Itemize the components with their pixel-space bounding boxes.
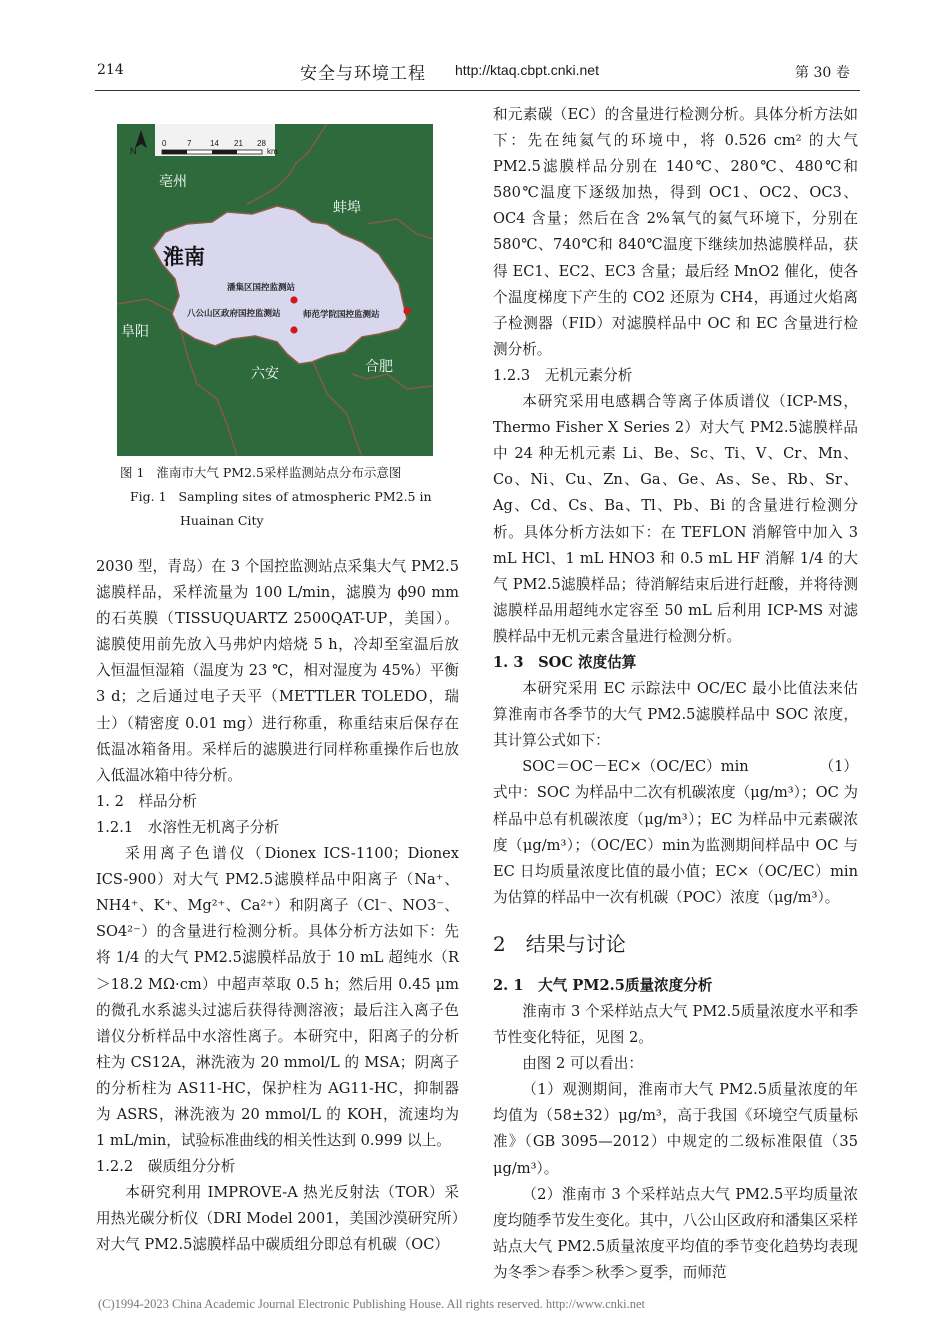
scale-tick: 0 [162, 139, 167, 148]
paragraph: 本研究利用 IMPROVE-A 热光反射法（TOR）采用热光碳分析仪（DRI Model 2001，美国沙漠研究所）对大气 PM2.5滤膜样品中碳质组分即总有机碳（OC） [96, 1184, 459, 1254]
label-luan: 六安 [251, 366, 279, 382]
paragraph: 由图 2 可以看出： [522, 1055, 643, 1073]
label-bozhou: 亳州 [159, 174, 187, 190]
paragraph: 2030 型，青岛）在 3 个国控监测站点采集大气 PM2.5滤膜样品，采样流量为 100 L/min，滤膜为 ϕ90 mm 的石英膜（TISSUQUARTZ 2500QAT-UP，美国）。滤膜使用前先放入马弗炉内焙烧 5 h，冷却至室温后放入恒温恒湿箱（温度为 23 ℃，相对湿度为 45%）平衡 3 d；之后通过电子天平（METTLER TOLEDO，瑞士）（精密度 0.01 mg）进行称重，称重结束后保存在低温冰箱备用。采样后的滤膜进行同样称重操作后也放入低温冰箱中待分析。 [96, 558, 459, 784]
volume-label: 第 30 卷 [795, 65, 850, 81]
scale-tick: 21 [234, 139, 243, 148]
label-hefei: 合肥 [365, 359, 393, 375]
paragraph: 淮南市 3 个采样站点大气 PM2.5质量浓度水平和季节性变化特征，见图 2。 [493, 1003, 858, 1047]
figure-caption-cn [120, 462, 401, 484]
scale-tick: 28 [257, 139, 266, 148]
map-svg [117, 124, 433, 456]
section-heading: 1.2.2 碳质组分分析 [96, 1158, 236, 1176]
chapter-heading: 2 结果与讨论 [493, 931, 626, 956]
equation-number: （1） [819, 758, 858, 776]
left-column [96, 554, 459, 1259]
scale-unit: km [267, 147, 278, 156]
scale-tick: 14 [210, 139, 219, 148]
copyright-footer: (C)1994-2023 China Academic Journal Electronic Publishing House. All rights reserved. http://www.cnki.net [98, 1297, 646, 1311]
caption-text: 淮南市大气 PM2.5采样监测站点分布示意图 [156, 465, 402, 480]
paragraph: 和元素碳（EC）的含量进行检测分析。具体分析方法如下：先在纯氦气的环境中，将 0.526 cm² 的大气 PM2.5滤膜样品分别在 140℃、280℃、480℃和 580℃温度下逐级加热，得到 OC1、OC2、OC3、OC4 含量；然后在含 2%氧气的氦气环境下，分别在 580℃、740℃和 840℃温度下继续加热滤膜样品，获得 EC1、EC2、EC3 含量；最后经 MnO2 催化，使各个温度梯度下产生的 CO2 还原为 CH4，再通过火焰离子检测器（FID）对滤膜样品中 OC 和 EC 含量进行检测分析。 [493, 106, 858, 358]
label-fuyang: 阜阳 [121, 324, 149, 340]
equation-row [493, 754, 858, 780]
paragraph: 式中：SOC 为样品中二次有机碳浓度（μg/m³）；OC 为样品中总有机碳浓度（μg/m³）；EC 为样品中元素碳浓度（μg/m³）；（OC/EC）min为监测期间样品中 OC 与 EC 日均质量浓度比值的最小值；EC×（OC/EC）min为估算的样品中一次有机碳（POC）浓度（μg/m³）。 [493, 784, 858, 906]
section-heading: 1. 3 SOC 浓度估算 [493, 653, 637, 671]
figure-caption-en [130, 486, 450, 508]
station-marker [290, 326, 297, 333]
paragraph: 采用离子色谱仪（Dionex ICS-1100；Dionex ICS-900）对大气 PM2.5滤膜样品中阳离子（Na⁺、NH4⁺、K⁺、Mg²⁺、Ca²⁺）和阴离子（Cl⁻、NO3⁻、SO4²⁻）的含量进行检测分析。具体分析方法如下：先将 1/4 的大气 PM2.5滤膜样品放于 10 mL 超纯水（R＞18.2 MΩ·cm）中超声萃取 0.5 h；然后用 0.45 μm 的微孔水系滤头过滤后获得待测溶液；最后注入离子色谱仪分析样品中水溶性离子。本研究中，阳离子的分析柱为 CS12A，淋洗液为 20 mmol/L 的 MSA；阴离子的分析柱为 AS11-HC，保护柱为 AG11-HC，抑制器为 ASRS，淋洗液为 20 mmol/L 的 KOH，流速均为 1 mL/min，试验标准曲线的相关性达到 0.999 以上。 [96, 845, 459, 1150]
station-marker [403, 307, 410, 314]
station-label-panji: 潘集区国控监测站 [227, 283, 296, 293]
page-number: 214 [97, 62, 124, 78]
label-bengbu: 蚌埠 [333, 200, 361, 216]
caption-number: 图 1 [120, 465, 145, 480]
scale-tick: 7 [187, 139, 192, 148]
section-heading: 2. 1 大气 PM2.5质量浓度分析 [493, 976, 713, 994]
journal-title: 安全与环境工程 [300, 64, 426, 84]
paragraph: （1）观测期间，淮南市大气 PM2.5质量浓度的年均值为（58±32）μg/m³，高于我国《环境空气质量标准》（GB 3095—2012）中规定的二级标准限值（35 μg/m³）。 [493, 1081, 858, 1177]
header-rule [95, 90, 860, 91]
caption-text-en: Sampling sites of atmospheric PM2.5 in [178, 489, 432, 504]
right-column [493, 102, 858, 1286]
north-label: N [130, 146, 137, 156]
section-heading: 1. 2 样品分析 [96, 792, 197, 810]
station-marker [290, 296, 297, 303]
sampling-site-map [117, 124, 433, 456]
paragraph: 本研究采用 EC 示踪法中 OC/EC 最小比值法来估算淮南市各季节的大气 PM2.5滤膜样品中 SOC 浓度，其计算公式如下： [493, 680, 858, 750]
equation: SOC＝OC－EC×（OC/EC）min [522, 758, 749, 776]
caption-number-en: Fig. 1 [130, 489, 167, 504]
paragraph: （2）淮南市 3 个采样站点大气 PM2.5平均质量浓度均随季节发生变化。其中，八公山区政府和潘集区采样站点大气 PM2.5质量浓度平均值的季节变化趋势均表现为冬季＞春季＞秋季＞夏季，而师范 [493, 1185, 858, 1281]
label-huainan: 淮南 [163, 244, 205, 269]
section-heading: 1.2.3 无机元素分析 [493, 366, 633, 384]
station-label-bagongshan: 八公山区政府国控监测站 [187, 309, 281, 319]
journal-url[interactable]: http://ktaq.cbpt.cnki.net [455, 62, 599, 78]
paragraph: 本研究采用电感耦合等离子体质谱仪（ICP-MS，Thermo Fisher X Series 2）对大气 PM2.5滤膜样品中 24 种无机元素 Li、Be、Sc、Ti、V、Cr、Mn、Co、Ni、Cu、Zn、Ga、Ge、As、Se、Rb、Sr、Ag、Cd、Cs、Ba、Tl、Pb、Bi 的含量进行检测分析。具体分析方法如下：在 TEFLON 消解管中加入 3 mL HCl、1 mL HNO3 和 0.5 mL HF 消解 1/4 的大气 PM2.5滤膜样品；待消解结束后进行赶酸，并将待测滤膜样品用超纯水定容至 50 mL 后利用 ICP-MS 对滤膜样品中无机元素含量进行检测分析。 [493, 393, 858, 645]
figure-caption-en-cont: Huainan City [180, 513, 264, 528]
station-label-normal-college: 师范学院国控监测站 [303, 310, 380, 320]
scale-bar [162, 150, 262, 154]
section-heading: 1.2.1 水溶性无机离子分析 [96, 818, 280, 836]
